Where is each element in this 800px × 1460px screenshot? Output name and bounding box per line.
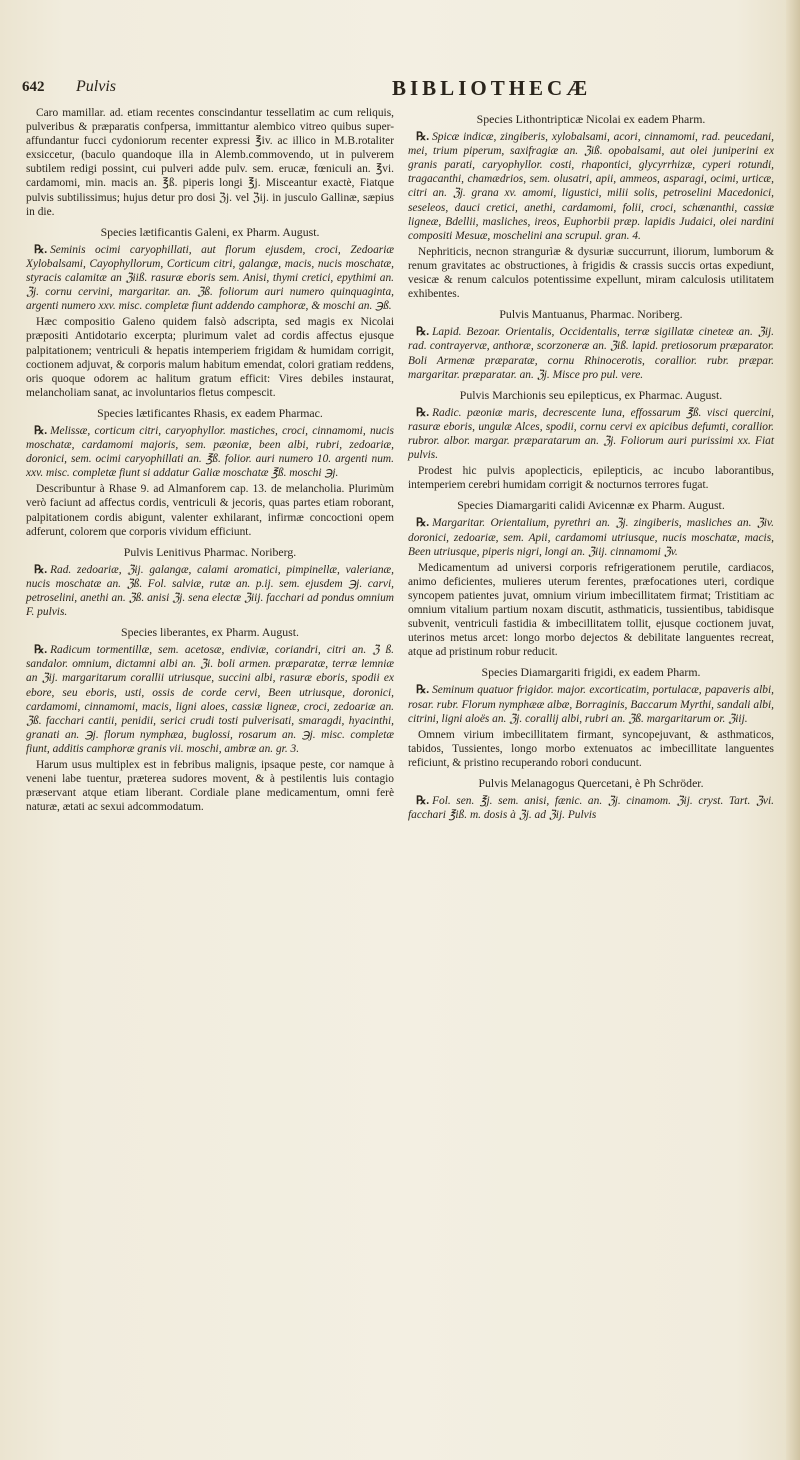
recipe-paragraph	[408, 406, 774, 462]
paragraph-text: Omnem virium imbecillitatem firmant, syncopejuvant, & asthmaticos, tabidos, Tussientes, longo morbo extenuatos ac imbecillitate languentes reficiunt, & pristino recuperando robori conducunt.	[408, 728, 774, 769]
paragraph-text: Fol. sen. ℥j. sem. anisi, fænic. an. ℨj. cinamom. ℨij. cryst. Tart. ℨvi. facchari ℥iß. m. dosis à ℨj. ad ℨij. Pulvis	[408, 795, 774, 822]
paragraph-text: Melissæ, corticum citri, caryophyllor. mastiches, croci, cinnamomi, nucis moschatæ, cardamomi majoris, sem. pæoniæ, been albi, rubri, zedoariæ, doronici, sem. ocimi caryophillati an. ℥ß. folior. auri numero 10. argenti num. xxv. misc. completæ fiunt si addatur Galiæ moschatæ ℥ß. moschi ℈j.	[26, 424, 394, 480]
body-paragraph	[26, 482, 394, 538]
body-paragraph	[26, 758, 394, 814]
page-number: 642	[22, 79, 45, 95]
paragraph-text: Species lætificantis Galeni, ex Pharm. August.	[100, 224, 320, 239]
recipe-icon: ℞.	[416, 326, 430, 339]
body-paragraph	[26, 315, 394, 400]
section-heading	[26, 225, 394, 239]
recipe-paragraph	[408, 325, 774, 381]
recipe-paragraph	[408, 516, 774, 558]
section-heading	[408, 665, 774, 679]
paragraph-text: Pulvis Marchionis seu epilepticus, ex Pharmac. August.	[459, 387, 723, 402]
paragraph-text: Species Diamargariti frigidi, ex eadem Pharm.	[481, 665, 701, 680]
paragraph-text: Pulvis Mantuanus, Pharmac. Noriberg.	[499, 307, 683, 322]
recipe-paragraph	[26, 643, 394, 756]
paragraph-text: Species Lithontripticæ Nicolai ex eadem Pharm.	[476, 112, 706, 126]
paragraph-text: Species Diamargariti calidi Avicennæ ex Pharm. August.	[457, 498, 725, 513]
section-heading	[408, 776, 774, 790]
body-paragraph	[408, 561, 774, 660]
running-title: Pulvis	[76, 78, 116, 95]
recipe-icon: ℞.	[34, 424, 48, 437]
paragraph-text: Nephriticis, necnon strangurìæ & dysuriæ succurrunt, iliorum, lumborum & renum gravitates ac obstructiones, à frigidis & crassis succis ortas expediunt, vesicæ & renum calculos potentissime expellunt, miram calculosis utilitatem exhibentes.	[408, 245, 774, 301]
paragraph-text: Species liberantes, ex Pharm. August.	[121, 625, 299, 640]
paragraph-text: Margaritar. Orientalium, pyrethri an. ℨj. zingiberis, masliches an. ℨiv. doronici, zedoariæ, sem. Apii, cardamomi utriusque, nucis moschatæ, macis, Been utriusque, piperis nigri, longi an. ℨiij. cinnamomi ℨv.	[408, 517, 774, 558]
right-column	[408, 106, 774, 824]
recipe-paragraph	[408, 794, 774, 822]
paragraph-text: Rad. zedoariæ, ℨij. galangæ, calami aromatici, pimpinellæ, valerianæ, nucis moschatæ an. ℨß. Fol. salviæ, rutæ an. p.ij. sem. ejusdem ℈j. carvi, petroselini, anethi an. ℨß. anisi ℨj. sena electæ ℨiij. facchari ad pondus omnium F. pulvis.	[26, 563, 394, 619]
left-column	[26, 106, 394, 816]
paragraph-text: Medicamentum ad universi corporis refrigerationem perutile, cardiacos, animo deficientes, mulieres uterum ferentes, præfocationes uteri, cordique syncopem patientes juvat, omnium virium imbecillitatem firmat; Tristitiam ac omnium vitalium partium noxam discutit, asthmaticis, tussientibus, tabidisque subvenit, ventriculi fastidia & imbecillitatem tollit, ejusque coctionem juvat, uterinos metus arcet: longo morbo dejectos & debilitate languentes recreat, atque ad pristinum robur reducit.	[408, 561, 774, 659]
paragraph-text: Seminum quatuor frigidor. major. excorticatim, portulacæ, papaveris albi, rosar. rubr. Florum nymphææ albæ, Borraginis, Baccarum Myrthi, sandali albi, citrini, ligni aloës an. ℨj. corallij albi, rubri an. ℨß. margaritarum or. ℨiij.	[408, 684, 774, 725]
body-paragraph	[408, 245, 774, 301]
recipe-icon: ℞.	[34, 644, 48, 657]
paragraph-text: Describuntur à Rhase 9. ad Almanforem cap. 13. de melancholia. Plurimùm verò faciunt ad affectus cordis, ventriculi & jecoris, quas partes etiam roborant, palpitationem cordis abigunt, valenter exhilarant, infirmæ concoctioni opem adferunt, colorem que corporis vividum efficiunt.	[26, 483, 394, 538]
page-edge	[786, 0, 800, 1460]
recipe-icon: ℞.	[34, 243, 48, 256]
paragraph-text: Lapid. Bezoar. Orientalis, Occidentalis, terræ sigillatæ cineteæ an. ℨij. rad. contrayervæ, anthoræ, scorzoneræ an. ℨiß. lapid. pretiosorum præparator. Boli Armenæ præparatæ, cornu Rhinocerotis, corallior. rubr. præpar. margaritar. præparatar. an. ℨj. Misce pro pul. vere.	[408, 326, 774, 381]
section-heading	[26, 545, 394, 559]
recipe-icon: ℞.	[416, 131, 430, 144]
recipe-icon: ℞.	[416, 795, 430, 808]
paragraph-text: Harum usus multiplex est in febribus malignis, ipsaque peste, cor namque à veneni labe tuentur, præterea sudores movent, & à pestilentis luis contagio præservant atque etiam liberant. Cordiale plane medicamentum, omni ferè naturæ, ætati ac sexui adcommodatum.	[26, 759, 394, 814]
paragraph-text: Hæc compositio Galeno quidem falsò adscripta, sed magis ex Nicolai præpositi Antidotario excerpta; plurimum valet ad cordis affectus ejusque palpitationem; ventriculi & hepatis intemperiem frigidam & humidam corrigit, coctionem adjuvat, & corporis malum habitum emendat, colori gratiam reddens, oris quoque odorem ac halitum gratum efficit: Vires debiles instaurat, melancholiam sanat, ac involuntarios fletus compescit.	[26, 316, 394, 399]
main-title: BIBLIOTHECÆ	[392, 76, 592, 100]
paragraph-text: Seminis ocimi caryophillati, aut florum ejusdem, croci, Zedoariæ Xylobalsami, Cayophyllorum, Corticum citri, galangæ, macis, nucis moschatæ, styracis calamitæ an ℨiiß. rasuræ eboris sem. Anisi, thymi cretici, epythimi an. ℨj. cornu cervini, margaritar. an. ℨß. foliorum auri numero quinquaginta, argenti numero xxv. misc. completæ fiunt addendo camphoræ, & moschi an. ℈ß.	[26, 243, 394, 313]
recipe-paragraph	[408, 130, 774, 243]
recipe-paragraph	[26, 563, 394, 619]
paragraph-text: Prodest hic pulvis apoplecticis, epilepticis, ac incubo laborantibus, intemperiem cerebri humidam corrigit & nocturnos terrores fugat.	[408, 465, 774, 492]
paragraph-text: Spicæ indicæ, zingiberis, xylobalsami, acori, cinnamomi, rad. peucedani, mei, trium piperum, saxifragiæ an. ℨiß. opobalsami, aut olei juniperini ex granis parati, caryophyllor. costi, rhapontici, glycyrrhizæ, cyperi rotundi, tragacanthi, chamædrios, sem. olusatri, apii, ammeos, asparagi, ocimi, urticæ, citri an. ℨj. grana xv. amomi, ligustici, milii solis, petroselini Macedonici, seseleos, dauci cretici, anethi, cardamomi, folii, croci, schænanthi, cassiæ ligneæ, Bdellii, masliches, ireos, Euphorbii præp. lapidis Judaici, olei nardini compositi Mesuæ, moschelini ana scrupul. gran. 4.	[408, 131, 774, 242]
page-header	[22, 76, 782, 102]
paragraph-text: Pulvis Melanagogus Quercetani, è Ph Schröder.	[478, 776, 704, 791]
section-heading	[26, 406, 394, 420]
section-heading	[408, 388, 774, 402]
recipe-icon: ℞.	[416, 517, 430, 530]
recipe-icon: ℞.	[416, 684, 430, 697]
body-paragraph	[408, 728, 774, 770]
recipe-icon: ℞.	[416, 406, 430, 419]
body-paragraph	[26, 106, 394, 219]
recipe-icon: ℞.	[34, 563, 48, 576]
section-heading	[26, 625, 394, 639]
section-heading	[408, 498, 774, 512]
section-heading	[408, 307, 774, 321]
recipe-paragraph	[408, 683, 774, 725]
recipe-paragraph	[26, 424, 394, 480]
paragraph-text: Caro mamillar. ad. etiam recentes conscindantur tessellatim ac cum reliquis, pulveribus & præparatis confpersa, immittantur alembico vitreo quibus super-affundantur fucci cydoniorum recenter expressi ℥iv. ac illico in M.B.rotaliter exsiccetur, (baculo quandoque illa in Alemb.commovendo, ut in pulverem subtilem redigi possint, cui pulveri adde pulv. sem. erucæ, fœniculi an. ℥vi. cardamomi, min. macis an. ℥ß. piperis longi ℥j. Misceantur exactè, Fiatque pulvis subtilissimus; hujus detur pro dosi ℨj. vel ℨij. in jusculo Gallinæ, sæpius in die.	[26, 107, 394, 218]
recipe-paragraph	[26, 243, 394, 313]
section-heading	[408, 112, 774, 126]
paragraph-text: Radic. pæoniæ maris, decrescente luna, effossarum ℥ß. visci quercini, rasuræ eboris, ungulæ Alces, spodii, cornu cervi ex apicibus defumti, corallior. rubror. albor. margar. præparatarum an. ℨj. Foliorum auri purissimi xx. Fiat pulvis.	[408, 406, 774, 462]
paragraph-text: Species lætificantes Rhasis, ex eadem Pharmac.	[97, 405, 323, 420]
paragraph-text: Pulvis Lenitivus Pharmac. Noriberg.	[123, 544, 297, 559]
body-paragraph	[408, 464, 774, 492]
paragraph-text: Radicum tormentillæ, sem. acetosæ, endiviæ, coriandri, citri an. ℨ ß. sandalor. omnium, dictamni albi an. ℨi. boli armen. præparatæ, terræ lemniæ an ℨij. margaritarum corallii utriusque, succini albi, rasuræ eboris, spodii ex ebore, seu eboris, usti, ossis de corde cervi, Been utriusque, doronici, cardamomi, cinnamomi, macis, ligni aloes, cassiæ ligneæ, croci, zedoariæ an. ℨß. facchari cantii, penidii, serici crudi tosti pulverisati, smaragdi, hyacinthi, granati an. ℈j. florum nymphæa, buglossi, rosarum an. ℈j. misc. completæ fiunt, additis camphoræ granis vii. moschi, ambræ an. gr. 3.	[26, 644, 394, 755]
